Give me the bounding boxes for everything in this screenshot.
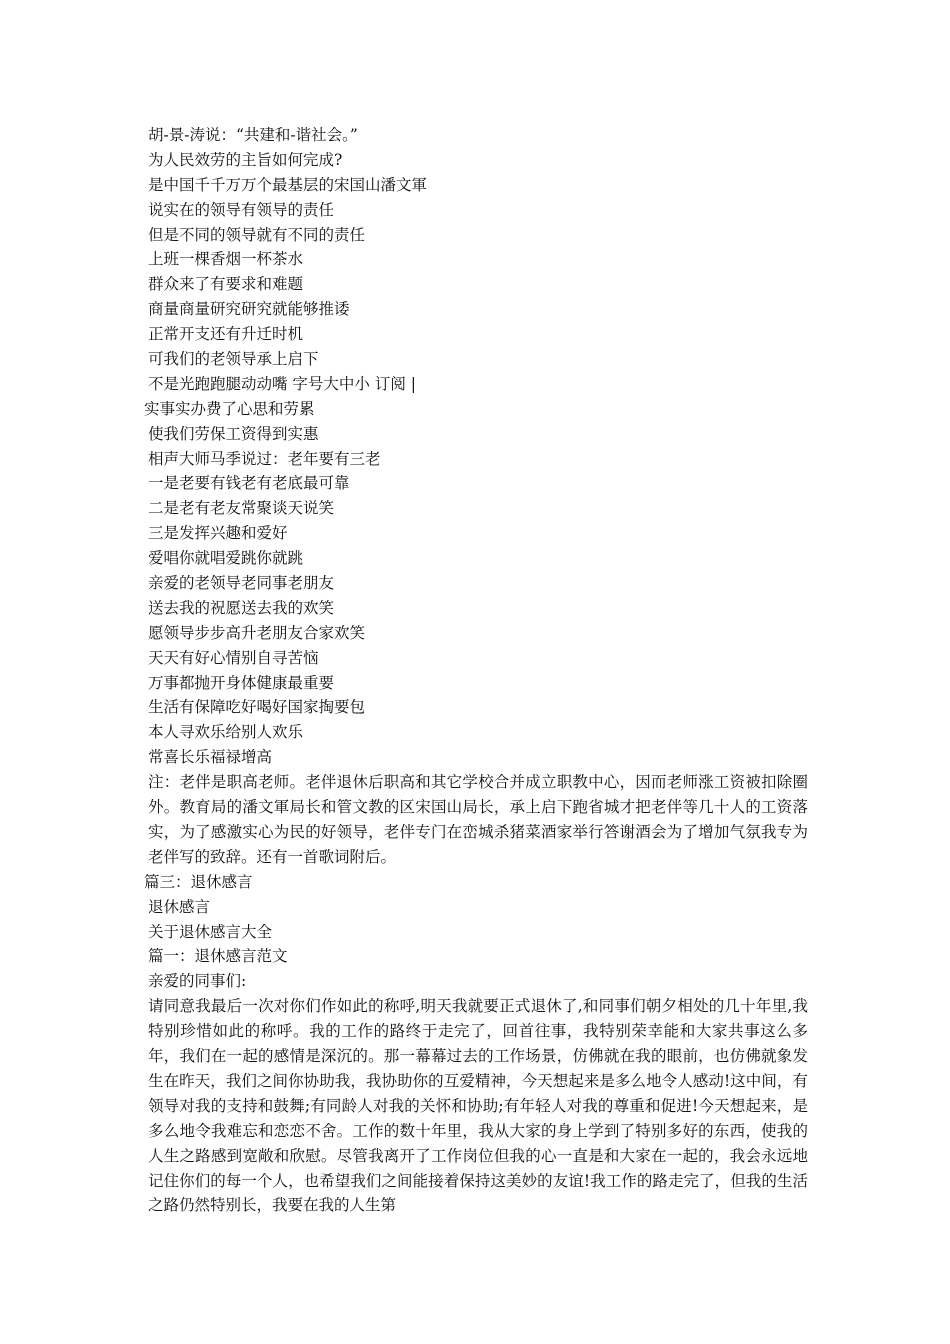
text-line: 正常开支还有升迁时机 (148, 325, 304, 344)
text-line: 上班一棵香烟一杯茶水 (148, 250, 304, 269)
text-line-flush: 实事实办费了心思和劳累 (144, 399, 315, 418)
note-paragraph: 注：老伴是职高老师。老伴退休后职高和其它学校合并成立职教中心，因而老师涨工资被扣除圈外。教育局的潘文軍局长和管文教的区宋国山局长，承上启下跑省城才把老伴等几十人的工资落实，为了感激实心为民的好领导，老伴专门在峦城杀猪菜酒家举行答谢酒会为了增加气氛我专为老伴写的致辞。还有一首歌词附后。 (148, 773, 808, 866)
text-line: 万事都抛开身体健康最重要 (148, 673, 335, 692)
text-line: 愿领导步步高升老朋友合家欢笑 (148, 623, 366, 642)
text-line: 篇一：退休感言范文 (148, 947, 288, 966)
text-line: 为人民效劳的主旨如何完成? (148, 150, 343, 169)
text-line: 二是老有老友常聚谈天说笑 (148, 499, 335, 518)
text-line: 送去我的祝愿送去我的欢笑 (148, 598, 335, 617)
text-line: 天天有好心情别自寻苦恼 (148, 648, 319, 667)
text-line: 生活有保障吃好喝好国家掏要包 (148, 698, 366, 717)
text-line: 群众来了有要求和难题 (148, 275, 304, 294)
text-line: 商量商量研究研究就能够推诿 (148, 300, 350, 319)
document-body (144, 123, 808, 1218)
body-paragraph: 请同意我最后一次对你们作如此的称呼,明天我就要正式退休了,和同事们朝夕相处的几十年里,我特别珍惜如此的称呼。我的工作的路终于走完了，回首往事，我特别荣幸能和大家共事这么多年，我们在一起的感情是深沉的。那一幕幕过去的工作场景，仿佛就在我的眼前，也仿佛就象发生在昨天，我们之间你协助我，我协助你的互爱精神，今天想起来是多么地令人感动!这中间，有领导对我的支持和鼓舞;有同龄人对我的关怀和协助;有年轻人对我的尊重和促进!今天想起来，是多么地令我难忘和恋恋不舍。工作的数十年里，我从大家的身上学到了特别多好的东西，使我的人生之路感到宽敞和欣慰。尽管我离开了工作岗位但我的心一直是和大家在一起的，我会永远地记住你们的每一个人，也希望我们之间能接着保持这美妙的友谊!我工作的路走完了，但我的生活之路仍然特别长，我要在我的人生第 (148, 997, 808, 1215)
text-line: 一是老要有钱老有老底最可靠 (148, 474, 350, 493)
text-line: 退休感言 (148, 897, 211, 916)
text-line: 亲爱的老领导老同事老朋友 (148, 574, 335, 593)
text-line: 可我们的老领导承上启下 (148, 350, 319, 369)
text-line: 不是光跑跑腿动动嘴 字号大中小 订阅 | (148, 374, 417, 393)
text-line: 常喜长乐福禄增高 (148, 748, 273, 767)
text-line: 但是不同的领导就有不同的责任 (148, 225, 366, 244)
text-line: 胡-景-涛说：“共建和-谐社会。” (148, 126, 358, 144)
text-line: 关于退休感言大全 (148, 922, 273, 941)
text-line: 亲爱的同事们: (148, 972, 247, 991)
text-line: 是中国千千万万个最基层的宋国山潘文軍 (148, 175, 428, 194)
text-line: 爱唱你就唱爱跳你就跳 (148, 549, 304, 568)
section-heading: 篇三：退休感言 (144, 872, 253, 891)
text-line: 本人寻欢乐给别人欢乐 (148, 723, 304, 742)
text-line: 使我们劳保工资得到实惠 (148, 424, 319, 443)
text-line: 说实在的领导有领导的责任 (148, 200, 335, 219)
text-line: 相声大师马季说过：老年要有三老 (148, 449, 381, 468)
text-line: 三是发挥兴趣和爱好 (148, 524, 288, 543)
